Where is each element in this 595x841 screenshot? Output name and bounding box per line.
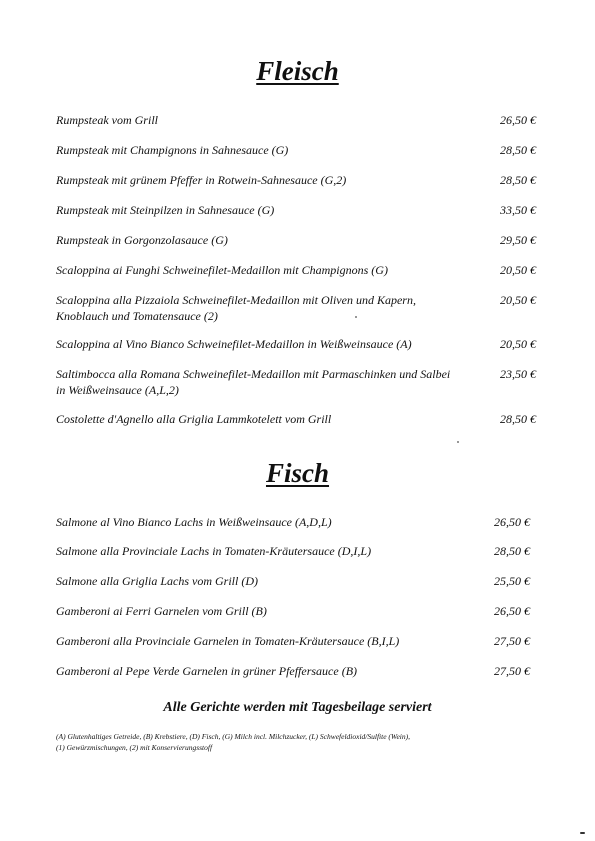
item-price: 28,50 € bbox=[500, 143, 536, 157]
item-name: Rumpsteak mit Steinpilzen in Sahnesauce (G) bbox=[56, 203, 275, 217]
allergen-legend bbox=[56, 731, 536, 753]
item-price: 27,50 € bbox=[494, 664, 530, 678]
item-name: Costolette d'Agnello alla Griglia Lammkotelett vom Grill bbox=[56, 412, 332, 426]
item-price: 27,50 € bbox=[494, 634, 530, 648]
item-name: Scaloppina ai Funghi Schweinefilet-Medaillon mit Champignons (G) bbox=[56, 263, 388, 277]
item-name: Scaloppina al Vino Bianco Schweinefilet-Medaillon in Weißweinsauce (A) bbox=[56, 337, 412, 351]
item-price: 28,50 € bbox=[494, 544, 530, 558]
item-name: Salmone al Vino Bianco Lachs in Weißweinsauce (A,D,L) bbox=[56, 515, 332, 529]
item-name: Gamberoni al Pepe Verde Garnelen in grüner Pfeffersauce (B) bbox=[56, 664, 358, 678]
scan-speck bbox=[457, 441, 459, 443]
side-dish-note: Alle Gerichte werden mit Tagesbeilage serviert bbox=[163, 700, 432, 715]
item-name: Salmone alla Provinciale Lachs in Tomaten-Kräutersauce (D,I,L) bbox=[56, 544, 372, 558]
item-name: Gamberoni ai Ferri Garnelen vom Grill (B) bbox=[56, 604, 267, 618]
item-name: Rumpsteak mit grünem Pfeffer in Rotwein-Sahnesauce (G,2) bbox=[56, 173, 347, 187]
item-name: Rumpsteak vom Grill bbox=[56, 113, 158, 127]
item-price: 23,50 € bbox=[500, 367, 536, 381]
item-price: 29,50 € bbox=[500, 233, 536, 247]
item-price: 26,50 € bbox=[494, 515, 530, 529]
item-price: 26,50 € bbox=[500, 113, 536, 127]
item-price: 25,50 € bbox=[494, 574, 530, 588]
item-name: Scaloppina alla Pizzaiola Schweinefilet-Medaillon mit Oliven und Kapern, Knoblauch und Tomatensauce (2) bbox=[56, 293, 416, 323]
item-price: 20,50 € bbox=[500, 337, 536, 351]
scan-mark bbox=[580, 832, 585, 834]
item-price: 20,50 € bbox=[500, 263, 536, 277]
item-name: Salmone alla Griglia Lachs vom Grill (D) bbox=[56, 574, 258, 588]
item-name: Gamberoni alla Provinciale Garnelen in Tomaten-Kräutersauce (B,I,L) bbox=[56, 634, 400, 648]
item-name: Rumpsteak mit Champignons in Sahnesauce (G) bbox=[56, 143, 289, 157]
item-price: 20,50 € bbox=[500, 293, 536, 307]
scan-speck bbox=[355, 316, 357, 318]
item-name: Saltimbocca alla Romana Schweinefilet-Medaillon mit Parmaschinken und Salbei in Weißweinsauce (A,L,2) bbox=[56, 367, 451, 397]
legend-line: (A) Glutenhaltiges Getreide, (B) Krebstiere, (D) Fisch, (G) Milch incl. Milchzucker, (L) Schwefeldioxid/Sulfite (Wein), bbox=[56, 732, 411, 741]
item-price: 26,50 € bbox=[494, 604, 530, 618]
legend-line: (1) Gewürzmischungen, (2) mit Konservierungsstoff bbox=[56, 743, 213, 752]
section-title-fleisch: Fleisch bbox=[256, 56, 339, 86]
item-price: 33,50 € bbox=[500, 203, 536, 217]
item-price: 28,50 € bbox=[500, 173, 536, 187]
section-title-fisch: Fisch bbox=[265, 458, 330, 488]
item-price: 28,50 € bbox=[500, 412, 536, 426]
item-name: Rumpsteak in Gorgonzolasauce (G) bbox=[56, 233, 228, 247]
